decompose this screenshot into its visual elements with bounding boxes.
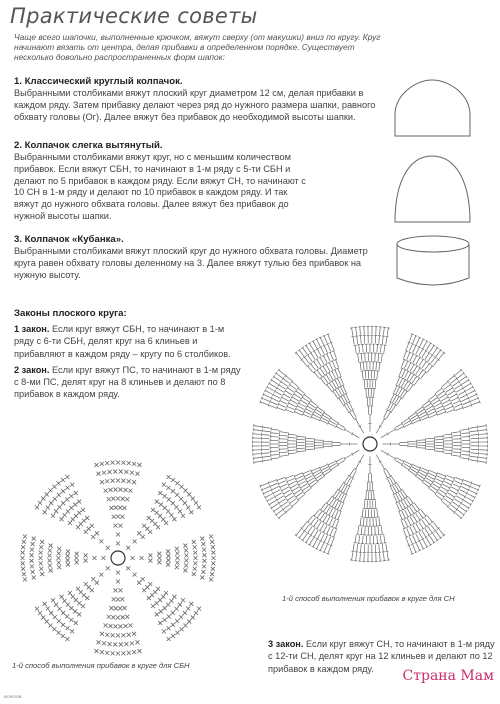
diagram-wedge xyxy=(21,535,106,582)
section-2-heading: 2. Колпачок слегка вытянутый. xyxy=(14,140,163,151)
laws-block xyxy=(14,308,244,405)
caption-sbn: 1-й способ выполнения прибавок в круге для СБН xyxy=(12,661,190,670)
intro-text: Чаще всего шапочки, выполненные крючком, вяжут сверху (от макушки) вниз по кругу. Круг начинают вязать от центра, делая прибавки в определенном порядке. Существует несколько довольно распространенных форм шапок: xyxy=(14,32,381,62)
law-1 xyxy=(14,323,244,360)
sn-stitch-diagram xyxy=(245,318,495,588)
center-ring xyxy=(363,437,377,451)
section-3-body: Выбранными столбиками вяжут плоский круг до нужного обхвата головы. Диаметр круга равен обхвату головы деленному на 3. Далее вяжут тулью без прибавок на нужную высоту. xyxy=(14,246,368,280)
diagram-wedge xyxy=(260,369,360,438)
diagram-wedge xyxy=(252,424,357,464)
diagram-wedge xyxy=(95,461,142,546)
elongated-cap-shape xyxy=(395,156,470,222)
law-1-label: 1 закон. xyxy=(14,324,50,334)
law-2 xyxy=(14,364,244,401)
sbn-stitch-diagram xyxy=(0,448,240,658)
diagram-wedge xyxy=(295,455,364,555)
diagram-wedge xyxy=(376,455,445,555)
law-3-label: 3 закон. xyxy=(268,639,304,649)
section-3-heading: 3. Колпачок «Кубанка». xyxy=(14,234,124,245)
diagram-wedge xyxy=(382,424,487,464)
diagram-wedge xyxy=(376,334,445,434)
law-3-text: Если круг вяжут СН, то начинают в 1-м ряду с 12-ти СН, делят круг на 12 клиньев и делают по 12 прибавок в каждом ряду. xyxy=(268,639,495,674)
section-1-heading: 1. Классический круглый колпачок. xyxy=(14,76,183,87)
page-code: BOROOB xyxy=(4,694,22,699)
section-2-body: Выбранными столбиками вяжут круг, но с меньшим количеством прибавок. Если вяжут СБН, то начинают в 1-м ряду с 5-ти СБН и делают по 5 прибавок в каждом ряду. Если вяжут СН, то начинают с 10 СН в 1-м ряду и делают по 10 прибавок в каждом ряду. И так вяжут до нужного обхвата головы. Далее вяжут без прибавок до нужной высоты шапки. xyxy=(14,152,306,221)
diagram-wedge xyxy=(381,450,481,519)
caption-sn: 1-й способ выполнения прибавок в круге для СН xyxy=(282,594,455,603)
diagram-wedge xyxy=(35,475,110,550)
diagram-wedge xyxy=(95,571,142,656)
diagram-wedge xyxy=(126,566,201,641)
laws-heading: Законы плоского круга: xyxy=(14,308,127,319)
section-1-body: Выбранными столбиками вяжут плоский круг диаметром 12 см, делая прибавки в каждом ряду. Затем прибавку делают через ряд до нужного размера шапки, равного обхвату головы (Ог). Далее вяжут без прибавок до необходимой высоты шапки. xyxy=(14,88,376,122)
diagram-wedge xyxy=(295,334,364,434)
diagram-wedge xyxy=(260,450,360,519)
diagram-wedge xyxy=(126,475,201,550)
law-2-label: 2 закон. xyxy=(14,364,50,375)
hat-shapes-illustration xyxy=(0,0,500,300)
diagram-wedge xyxy=(381,369,481,438)
classic-cap-shape xyxy=(395,80,470,136)
law-2-text: Если круг вяжут ПС, то начинают в 1-м ряду с 8-ми ПС, делят круг на 8 клиньев и делают по 8 прибавок в каждом ряду. xyxy=(14,364,241,400)
center-ring xyxy=(111,551,125,565)
kubanka-cylinder-shape xyxy=(397,236,469,285)
diagram-wedge xyxy=(350,326,390,431)
diagram-wedge xyxy=(350,456,390,561)
page-title: Практические советы xyxy=(10,4,258,28)
watermark-logo: Страна Мам xyxy=(402,668,494,684)
diagram-wedge xyxy=(35,566,110,641)
diagram-wedge xyxy=(131,535,216,582)
law-1-text: Если круг вяжут СБН, то начинают в 1-м ряду с 6-ти СБН, делят круг на 6 клиньев и прибавляют в каждом ряду – кругу по 6 столбиков. xyxy=(14,324,231,359)
